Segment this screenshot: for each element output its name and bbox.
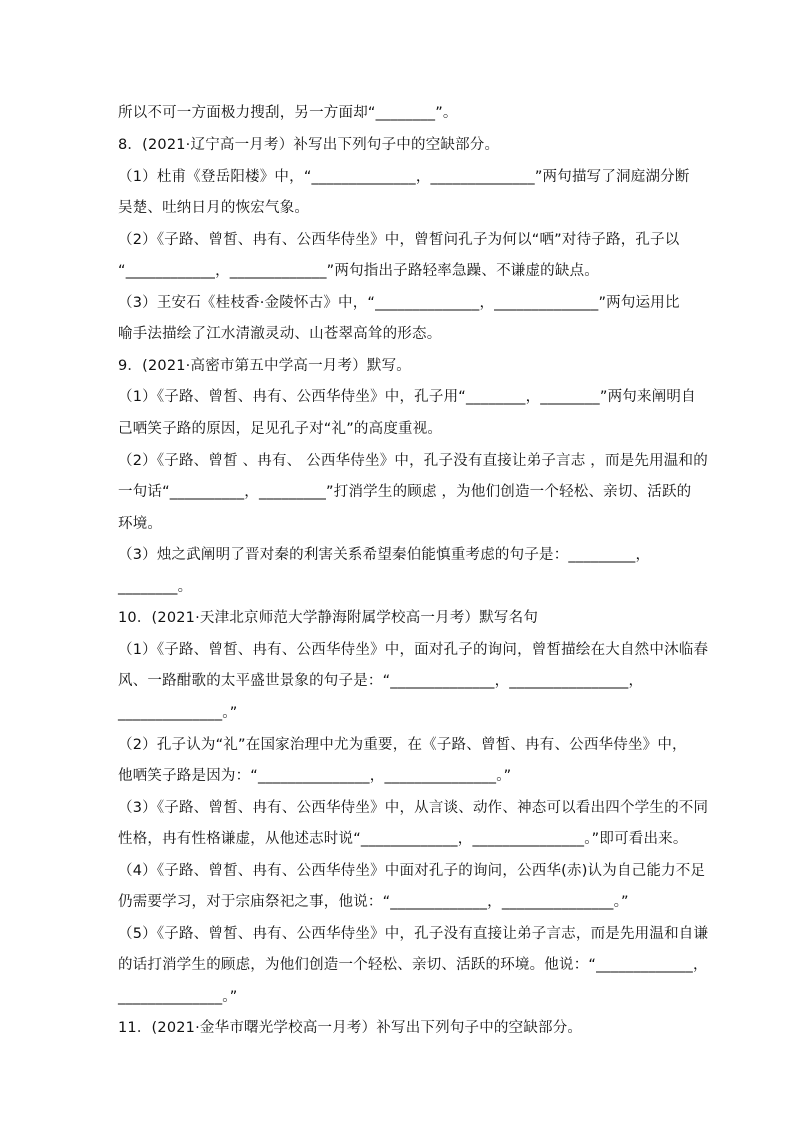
question-heading: 11．(2021·金华市曙光学校高一月考）补写出下列句子中的空缺部分。 [118,1020,583,1036]
text-line: （1）杜甫《登岳阳楼》中，“______________，______________”两句描写了洞庭湖分断 [118,169,690,185]
text-line: （3）《子路、曾皙、冉有、公西华侍坐》中，从言谈、动作、神态可以看出四个学生的不同 [118,800,709,816]
text-line: 环境。 [118,516,163,532]
text-line: （3）烛之武阐明了晋对秦的利害关系希望秦伯能慎重考虑的句子是：_________， [118,547,651,563]
text-line: （5）《子路、曾皙、冉有、公西华侍坐》中，孔子没有直接让弟子言志，而是先用温和自谦 [118,926,709,942]
text-line: ______________。” [118,989,238,1005]
text-line: 喻手法描绘了江水清澈灵动、山苍翠高耸的形态。 [118,326,442,342]
question-heading: 10．(2021·天津北京师范大学静海附属学校高一月考）默写名句 [118,610,539,626]
text-line: ______________。” [118,705,238,721]
text-line: 的话打消学生的顾虑，为他们创造一个轻松、亲切、活跃的环境。他说：“_____________， [118,957,708,973]
text-line: 吴楚、吐纳日月的恢宏气象。 [118,200,310,216]
text-line: 性格，冉有性格谦虚，从他述志时说“_____________，_______________。”即可看出来。 [118,831,688,847]
question-heading: 8．(2021·辽宁高一月考）补写出下列句子中的空缺部分。 [118,137,500,153]
text-line: （1）《子路、曾皙、冉有、公西华侍坐》中，孔子用“________，________”两句来阐明自 [118,389,696,405]
text-line: （2）《子路、曾皙、冉有、公西华侍坐》中，曾皙问孔子为何以“哂”对待子路，孔子以 [118,232,680,248]
text-line: （4）《子路、曾皙、冉有、公西华侍坐》中面对孔子的询问，公西华(赤)认为自己能力不足 [118,863,706,879]
text-line: 他哂笑子路是因为：“_______________，_______________。” [118,768,512,784]
text-line: “____________，_____________”两句指出子路轻率急躁、不谦虚的缺点。 [118,263,599,279]
text-line: （1）《子路、曾皙、冉有、公西华侍坐》中，面对孔子的询问，曾皙描绘在大自然中沐临春 [118,642,709,658]
text-line: （2）《子路、曾皙 、冉有、 公西华侍坐》中，孔子没有直接让弟子言志 ，而是先用温和的 [118,453,708,469]
text-line: （3）王安石《桂枝香·金陵怀古》中，“______________，______________”两句运用比 [118,295,680,311]
text-line: 己哂笑子路的原因，足见孔子对“礼”的高度重视。 [118,421,443,437]
text-line: ________。 [118,579,193,595]
text-line: （2）孔子认为“礼”在国家治理中尤为重要，在《子路、曾皙、冉有、公西华侍坐》中， [118,737,687,753]
text-line: 仍需要学习，对于宗庙祭祀之事，他说：“_____________，_______________。” [118,894,629,910]
question-heading: 9．(2021·高密市第五中学高一月考）默写。 [118,358,411,374]
text-line: 风、一路酣歌的太平盛世景象的句子是：“______________，________________， [118,673,644,689]
text-line: 一句话“__________，_________”打消学生的顾虑 ，为他们创造一个轻松、亲切、活跃的 [118,484,692,500]
text-line: 所以不可一方面极力搜刮，另一方面却“________”。 [118,105,458,121]
